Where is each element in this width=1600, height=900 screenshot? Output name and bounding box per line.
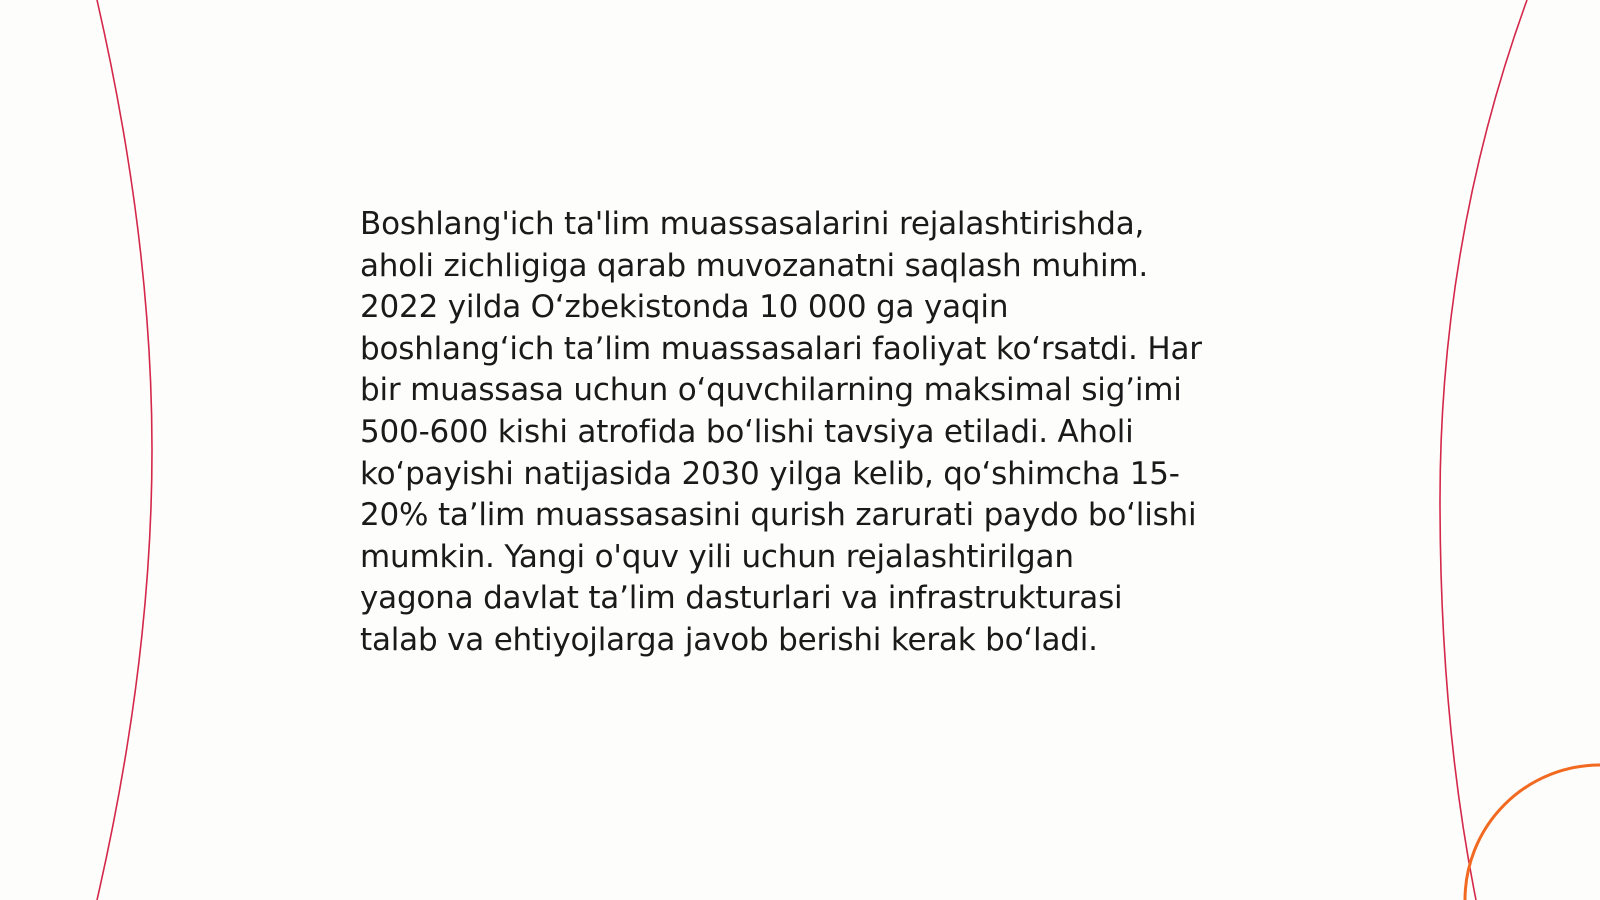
orange-circle-outline — [1465, 765, 1600, 900]
paragraph-line: bir muassasa uchun o‘quvchilarning maksimal sig’imi — [360, 372, 1182, 409]
paragraph-line: 2022 yilda O‘zbekistonda 10 000 ga yaqin — [360, 289, 1009, 326]
left-curve-line — [97, 0, 152, 900]
paragraph-line: boshlang‘ich ta’lim muassasalari faoliyat ko‘rsatdi. Har — [360, 330, 1202, 367]
body-paragraph — [360, 204, 1250, 662]
paragraph-line: talab va ehtiyojlarga javob berishi kerak bo‘ladi. — [360, 621, 1098, 658]
right-curve-line — [1440, 0, 1527, 900]
paragraph-line: 20% ta’lim muassasasini qurish zarurati paydo bo‘lishi — [360, 497, 1197, 534]
paragraph-line: ko‘payishi natijasida 2030 yilga kelib, qo‘shimcha 15- — [360, 455, 1180, 492]
paragraph-line: Boshlang'ich ta'lim muassasalarini rejalashtirishda, — [360, 206, 1145, 242]
paragraph-line: yagona davlat ta’lim dasturlari va infrastrukturasi — [360, 580, 1123, 617]
paragraph-line: 500-600 kishi atrofida bo‘lishi tavsiya etiladi. Aholi — [360, 413, 1134, 450]
paragraph-line: aholi zichligiga qarab muvozanatni saqlash muhim. — [360, 247, 1149, 284]
paragraph-line: mumkin. Yangi o'quv yili uchun rejalashtirilgan — [360, 538, 1074, 575]
